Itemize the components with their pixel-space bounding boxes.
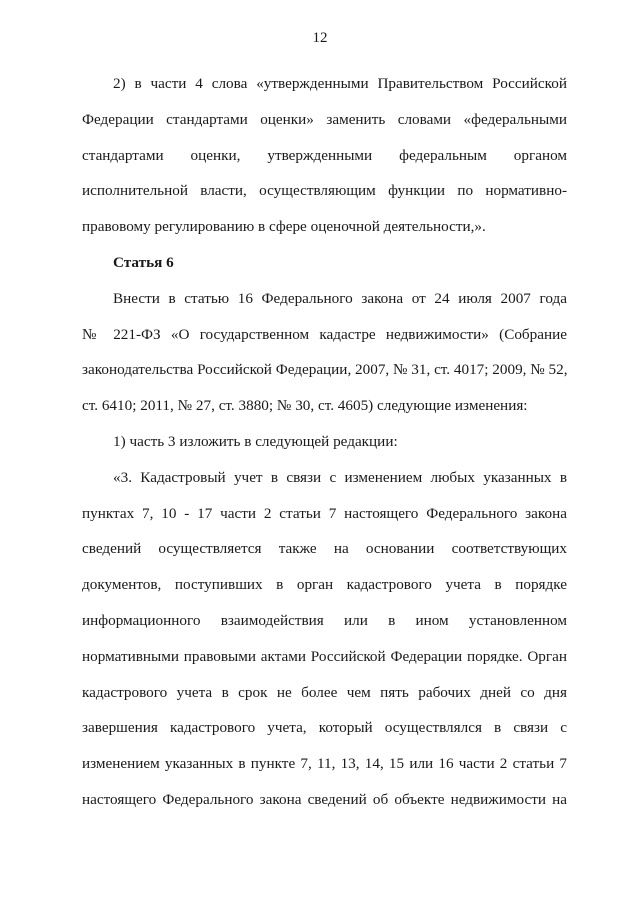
text-line: Внести в статью 16 Федерального закона от 24 июля 2007 года bbox=[113, 289, 567, 307]
text-line: настоящего Федерального закона сведений об объекте недвижимости на bbox=[82, 790, 567, 808]
text-line: завершения кадастрового учета, который осуществлялся в связи с bbox=[82, 719, 567, 737]
text-line: нормативными правовыми актами Российской Федерации порядке. Орган bbox=[82, 647, 567, 665]
text-line: стандартами оценки, утвержденными федеральным органом bbox=[82, 146, 567, 164]
text-line: ст. 6410; 2011, № 27, ст. 3880; № 30, ст. 4605) следующие изменения: bbox=[82, 397, 528, 415]
text-line: изменением указанных в пункте 7, 11, 13, 14, 15 или 16 части 2 статьи 7 bbox=[82, 755, 567, 773]
text-line: законодательства Российской Федерации, 2007, № 31, ст. 4017; 2009, № 52, bbox=[82, 361, 568, 379]
text-line: 2) в части 4 слова «утвержденными Правительством Российской bbox=[113, 75, 567, 92]
text-line: 1) часть 3 изложить в следующей редакции: bbox=[113, 432, 398, 450]
document-body bbox=[82, 66, 567, 818]
text-line: кадастрового учета в срок не более чем пять рабочих дней со дня bbox=[82, 683, 567, 701]
text-line: пунктах 7, 10 - 17 части 2 статьи 7 настоящего Федерального закона bbox=[82, 504, 567, 522]
page-number: 12 bbox=[312, 30, 328, 46]
text-line: исполнительной власти, осуществляющим функции по нормативно- bbox=[82, 182, 567, 200]
text-line: информационного взаимодействия или в ином установленном bbox=[82, 611, 567, 629]
text-line: «3. Кадастровый учет в связи с изменением любых указанных в bbox=[113, 468, 567, 486]
text-line: документов, поступивших в орган кадастрового учета в порядке bbox=[82, 576, 567, 594]
text-line: Федерации стандартами оценки» заменить словами «федеральными bbox=[82, 110, 567, 128]
text-line: сведений осуществляется также на основании соответствующих bbox=[82, 540, 567, 558]
text-line: № 221-ФЗ «О государственном кадастре недвижимости» (Собрание bbox=[82, 325, 567, 343]
article-heading: Статья 6 bbox=[113, 253, 174, 271]
text-line: правовому регулированию в сфере оценочной деятельности,». bbox=[82, 218, 486, 236]
